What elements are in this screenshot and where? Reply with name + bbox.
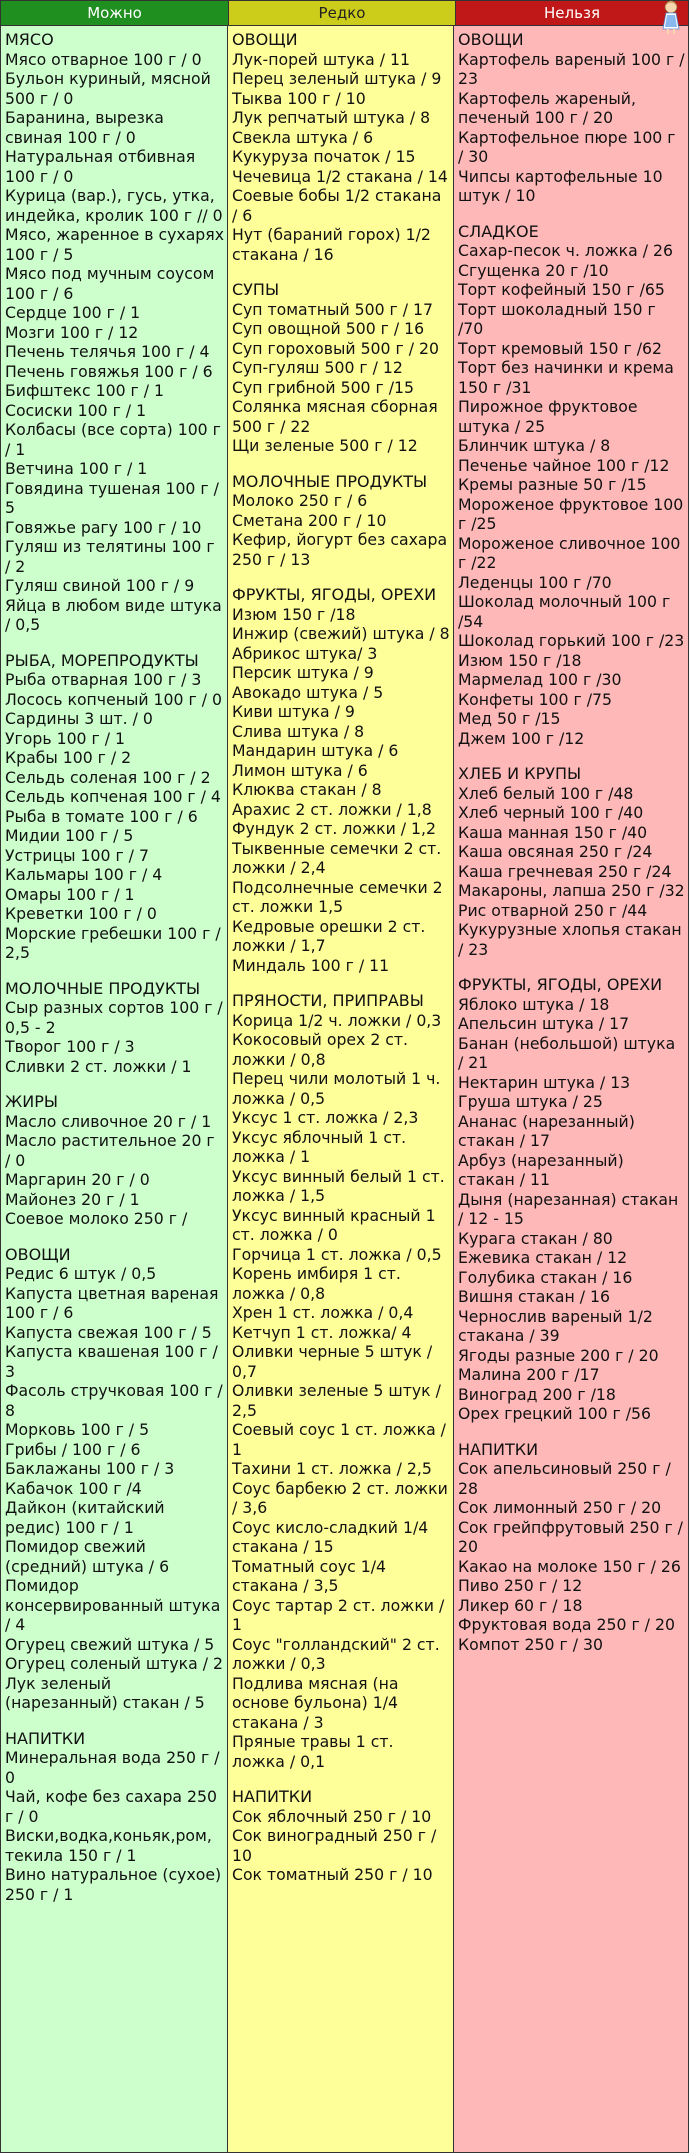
section (5, 1245, 224, 1713)
food-item: Изюм 150 г /18 (458, 650, 582, 670)
section (5, 1729, 224, 1905)
food-item: Мармелад 100 г /30 (458, 670, 622, 689)
food-item: Кефир, йогурт без сахара 250 г / 13 (232, 530, 448, 569)
food-item: Чернослив вареный 1/2 стакана / 39 (458, 1306, 653, 1345)
food-item: Фасоль стручковая 100 г / 8 (5, 1381, 223, 1420)
section-title: ОВОЩИ (5, 1244, 71, 1264)
food-item: Авокадо штука / 5 (232, 682, 384, 702)
food-item: Соевое молоко 250 г / (5, 1209, 188, 1228)
section (232, 472, 450, 570)
food-item: Капуста свежая 100 г / 5 (5, 1322, 212, 1342)
food-item: Кальмары 100 г / 4 (5, 865, 163, 884)
food-item: Перец чили молотый 1 ч. ложка / 0,5 (232, 1069, 441, 1108)
food-item: Каша гречневая 250 г /24 (458, 861, 672, 881)
food-item: Подсолнечные семечки 2 ст. ложки 1,5 (232, 877, 443, 916)
food-item: Макароны, лапша 250 г /32 (458, 881, 685, 900)
section (458, 30, 685, 206)
column-forbidden (454, 26, 688, 2152)
food-item: Леденцы 100 г /70 (458, 572, 612, 592)
food-item: Пряные травы 1 ст. ложка / 0,1 (232, 1732, 394, 1771)
food-item: Перец зеленый штука / 9 (232, 69, 442, 88)
food-item: Сок томатный 250 г / 10 (232, 1865, 433, 1884)
food-item: Персик штука / 9 (232, 663, 374, 682)
header-forbidden-label: Нельзя (544, 4, 600, 22)
food-item: Пиво 250 г / 12 (458, 1576, 583, 1595)
food-item: Чипсы картофельные 10 штук / 10 (458, 166, 663, 205)
food-item: Хлеб белый 100 г /48 (458, 783, 634, 803)
food-item: Пирожное фруктовое штука / 25 (458, 397, 638, 436)
food-item: Каша овсяная 250 г /24 (458, 842, 653, 861)
food-item: Компот 250 г / 30 (458, 1634, 603, 1654)
food-item: Ежевика стакан / 12 (458, 1248, 628, 1267)
food-item: Свекла штука / 6 (232, 127, 374, 147)
food-item: Креветки 100 г / 0 (5, 904, 157, 923)
food-item: Капуста цветная вареная 100 г / 6 (5, 1283, 219, 1322)
food-item: Печенье чайное 100 г /12 (458, 455, 670, 475)
food-item: Помидор консервированный штука / 4 (5, 1576, 221, 1634)
food-item: Печень говяжья 100 г / 6 (5, 361, 213, 381)
food-item: Джем 100 г /12 (458, 728, 585, 748)
food-item: Торт шоколадный 150 г /70 (458, 299, 656, 338)
table-body (1, 26, 688, 2152)
food-item: Сельдь соленая 100 г / 2 (5, 767, 211, 787)
food-item: Сосиски 100 г / 1 (5, 400, 147, 420)
food-item: Творог 100 г / 3 (5, 1037, 135, 1056)
food-item: Тыквенные семечки 2 ст. ложки / 2,4 (232, 838, 442, 877)
food-item: Банан (небольшой) штука / 21 (458, 1033, 676, 1072)
food-item: Апельсин штука / 17 (458, 1014, 630, 1033)
food-item: Ананас (нарезанный) стакан / 17 (458, 1111, 635, 1150)
food-item: Солянка мясная сборная 500 г / 22 (232, 397, 438, 436)
food-item: Хрен 1 ст. ложка / 0,4 (232, 1303, 414, 1322)
section (232, 280, 450, 456)
food-item: Огурец соленый штука / 2 (5, 1654, 223, 1673)
food-item: Подлива мясная (на основе бульона) 1/4 стакана / 3 (232, 1673, 399, 1732)
food-item: Мидии 100 г / 5 (5, 826, 134, 845)
food-item: Фундук 2 ст. ложки / 1,2 (232, 819, 436, 838)
food-item: Соус кисло-сладкий 1/4 стакана / 15 (232, 1517, 429, 1556)
food-item: Соус тартар 2 ст. ложки / 1 (232, 1595, 445, 1634)
food-item: Слива штука / 8 (232, 721, 365, 741)
food-item: Уксус 1 ст. ложка / 2,3 (232, 1108, 419, 1127)
food-item: Печень телячья 100 г / 4 (5, 342, 210, 361)
food-item: Уксус винный красный 1 ст. ложка / 0 (232, 1205, 436, 1244)
section-title: ЖИРЫ (5, 1092, 58, 1111)
food-item: Рыба в томате 100 г / 6 (5, 806, 198, 826)
cartoon-woman-icon (658, 0, 684, 35)
food-item: Кукурузные хлопья стакан / 23 (458, 920, 682, 959)
food-item: Яблоко штука / 18 (458, 994, 610, 1014)
food-item: Мороженое сливочное 100 г /22 (458, 533, 681, 572)
section (458, 222, 685, 749)
food-item: Ягоды разные 200 г / 20 (458, 1345, 659, 1365)
food-item: Нут (бараний горох) 1/2 стакана / 16 (232, 225, 431, 264)
food-item: Суп грибной 500 г /15 (232, 377, 414, 397)
food-item: Картофельное пюре 100 г / 30 (458, 127, 676, 166)
food-item: Дыня (нарезанная) стакан / 12 - 15 (458, 1189, 679, 1228)
food-item: Соус "голландский" 2 ст. ложки / 0,3 (232, 1634, 440, 1673)
food-item: Редис 6 штук / 0,5 (5, 1264, 157, 1283)
section-title: ФРУКТЫ, ЯГОДЫ, ОРЕХИ (458, 975, 663, 994)
section-title: НАПИТКИ (458, 1439, 539, 1459)
food-item: Баранина, вырезка свиная 100 г / 0 (5, 108, 164, 147)
food-item: Дайкон (китайский редис) 100 г / 1 (5, 1498, 165, 1537)
food-item: Виски,водка,коньяк,ром, текила 150 г / 1 (5, 1826, 212, 1865)
food-item: Уксус яблочный 1 ст. ложка / 1 (232, 1127, 407, 1166)
food-item: Сельдь копченая 100 г / 4 (5, 787, 221, 806)
section-title: НАПИТКИ (232, 1787, 313, 1806)
food-item: Соевые бобы 1/2 стакана / 6 (232, 186, 442, 225)
header-rarely: Редко (229, 1, 456, 25)
food-item: Морские гребешки 100 г / 2,5 (5, 923, 221, 962)
food-item: Тахини 1 ст. ложка / 2,5 (232, 1459, 432, 1478)
food-item: Томатный соус 1/4 стакана / 3,5 (232, 1556, 386, 1595)
food-item: Устрицы 100 г / 7 (5, 845, 149, 865)
food-item: Суп томатный 500 г / 17 (232, 299, 434, 319)
food-item: Арахис 2 ст. ложки / 1,8 (232, 799, 432, 819)
food-item: Шоколад горький 100 г /23 (458, 631, 685, 650)
section-title: МОЛОЧНЫЕ ПРОДУКТЫ (5, 978, 201, 998)
food-item: Мясо, жаренное в сухарях 100 г / 5 (5, 225, 224, 264)
food-item: Клюква стакан / 8 (232, 780, 382, 799)
food-item: Соус барбекю 2 ст. ложки / 3,6 (232, 1478, 448, 1517)
section-title: ФРУКТЫ, ЯГОДЫ, ОРЕХИ (232, 585, 437, 604)
food-item: Нектарин штука / 13 (458, 1072, 631, 1092)
food-item: Сардины 3 шт. / 0 (5, 709, 153, 728)
section-title: МОЛОЧНЫЕ ПРОДУКТЫ (232, 471, 428, 491)
column-allowed (1, 26, 228, 2152)
section (5, 651, 224, 963)
food-item: Лук репчатый штука / 8 (232, 108, 431, 127)
section (232, 585, 450, 975)
food-item: Абрикос штука/ 3 (232, 643, 378, 663)
section (458, 975, 685, 1424)
food-item: Ликер 60 г / 18 (458, 1595, 583, 1615)
food-item: Чай, кофе без сахара 250 г / 0 (5, 1787, 217, 1826)
food-item: Уксус винный белый 1 ст. ложка / 1,5 (232, 1166, 445, 1205)
food-item: Киви штука / 9 (232, 702, 355, 721)
food-item: Сок грейпфрутовый 250 г / 20 (458, 1517, 683, 1556)
food-item: Капуста квашеная 100 г / 3 (5, 1342, 218, 1381)
food-item: Сливки 2 ст. ложки / 1 (5, 1056, 192, 1076)
food-item: Щи зеленые 500 г / 12 (232, 436, 418, 455)
food-item: Курага стакан / 80 (458, 1228, 613, 1248)
food-item: Вишня стакан / 16 (458, 1287, 610, 1306)
section-title: РЫБА, МОРЕПРОДУКТЫ (5, 650, 199, 670)
food-item: Помидор свежий (средний) штука / 6 (5, 1537, 170, 1576)
section-title: ОВОЩИ (232, 30, 298, 49)
food-item: Инжир (свежий) штука / 8 (232, 624, 450, 643)
food-item: Голубика стакан / 16 (458, 1267, 633, 1287)
food-item: Масло сливочное 20 г / 1 (5, 1111, 212, 1131)
food-item: Картофель жареный, печеный 100 г / 20 (458, 88, 636, 127)
food-item: Сок яблочный 250 г / 10 (232, 1806, 432, 1826)
section (5, 30, 224, 635)
food-item: Арбуз (нарезанный) стакан / 11 (458, 1150, 624, 1189)
section (5, 979, 224, 1077)
food-item: Конфеты 100 г /75 (458, 689, 612, 709)
food-item: Миндаль 100 г / 11 (232, 955, 390, 975)
food-item: Сахар-песок ч. ложка / 26 (458, 241, 673, 260)
food-item: Бифштекс 100 г / 1 (5, 381, 165, 400)
food-item: Мороженое фруктовое 100 г /25 (458, 494, 684, 533)
food-item: Тыква 100 г / 10 (232, 88, 366, 108)
food-item: Кремы разные 50 г /15 (458, 475, 647, 494)
food-item: Баклажаны 100 г / 3 (5, 1459, 175, 1478)
food-item: Говяжье рагу 100 г / 10 (5, 517, 202, 537)
food-item: Оливки черные 5 штук / 0,7 (232, 1342, 433, 1381)
food-item: Яйца в любом виде штука / 0,5 (5, 595, 222, 634)
section-title: СЛАДКОЕ (458, 221, 539, 241)
food-item: Кукуруза початок / 15 (232, 147, 416, 166)
food-item: Соевый соус 1 ст. ложка / 1 (232, 1420, 446, 1459)
food-item: Груша штука / 25 (458, 1092, 603, 1111)
food-item: Сердце 100 г / 1 (5, 303, 141, 322)
food-item: Лук-порей штука / 11 (232, 49, 410, 69)
food-item: Рыба отварная 100 г / 3 (5, 670, 202, 689)
food-item: Изюм 150 г /18 (232, 604, 356, 624)
food-item: Сгущенка 20 г /10 (458, 260, 609, 280)
food-item: Рис отварной 250 г /44 (458, 900, 648, 920)
food-item: Кедровые орешки 2 ст. ложки / 1,7 (232, 916, 426, 955)
section (458, 1440, 685, 1655)
section-title: МЯСО (5, 30, 54, 49)
food-item: Лимон штука / 6 (232, 760, 368, 780)
food-item: Чечевица 1/2 стакана / 14 (232, 166, 448, 186)
food-item: Фруктовая вода 250 г / 20 (458, 1615, 675, 1634)
food-item: Огурец свежий штука / 5 (5, 1634, 215, 1654)
food-item: Кокосовый орех 2 ст. ложки / 0,8 (232, 1030, 409, 1069)
food-item: Сок виноградный 250 г / 10 (232, 1826, 437, 1865)
food-item: Вино натуральное (сухое) 250 г / 1 (5, 1865, 222, 1904)
food-item: Какао на молоке 150 г / 26 (458, 1556, 681, 1576)
food-item: Мясо под мучным соусом 100 г / 6 (5, 264, 215, 303)
food-item: Орех грецкий 100 г /56 (458, 1404, 652, 1423)
food-item: Кабачок 100 г /4 (5, 1478, 142, 1498)
food-item: Мед 50 г /15 (458, 709, 561, 728)
header-forbidden (456, 1, 688, 25)
food-item: Сок лимонный 250 г / 20 (458, 1498, 662, 1517)
food-item: Курица (вар.), гусь, утка, индейка, кролик 100 г // 0 (5, 186, 223, 225)
food-item: Картофель вареный 100 г / 23 (458, 49, 685, 88)
food-item: Омары 100 г / 1 (5, 884, 135, 904)
food-item: Крабы 100 г / 2 (5, 748, 132, 767)
food-item: Масло растительное 20 г / 0 (5, 1131, 215, 1170)
food-item: Суп гороховый 500 г / 20 (232, 338, 439, 358)
food-item: Морковь 100 г / 5 (5, 1420, 150, 1439)
header-allowed: Можно (1, 1, 229, 25)
food-item: Маргарин 20 г / 0 (5, 1170, 150, 1189)
food-item: Минеральная вода 250 г / 0 (5, 1748, 220, 1787)
food-item: Молоко 250 г / 6 (232, 491, 368, 510)
food-item: Грибы / 100 г / 6 (5, 1439, 141, 1459)
food-item: Сок апельсиновый 250 г / 28 (458, 1459, 671, 1498)
food-item: Гуляш свиной 100 г / 9 (5, 576, 195, 595)
section-title: ПРЯНОСТИ, ПРИПРАВЫ (232, 991, 424, 1010)
food-item: Колбасы (все сорта) 100 г / 1 (5, 420, 221, 459)
food-item: Блинчик штука / 8 (458, 436, 611, 455)
food-item: Угорь 100 г / 1 (5, 728, 126, 748)
food-item: Сметана 200 г / 10 (232, 510, 387, 530)
food-item: Лосось копченый 100 г / 0 (5, 689, 222, 709)
food-item: Сыр разных сортов 100 г / 0,5 - 2 (5, 998, 223, 1037)
food-item: Кетчуп 1 ст. ложка/ 4 (232, 1322, 412, 1342)
food-item: Гуляш из телятины 100 г / 2 (5, 537, 215, 576)
table-header (1, 1, 688, 26)
section (232, 991, 450, 1771)
section-title: СУПЫ (232, 280, 280, 299)
food-item: Корица 1/2 ч. ложки / 0,3 (232, 1010, 442, 1030)
section (5, 1092, 224, 1229)
food-item: Майонез 20 г / 1 (5, 1189, 140, 1209)
food-item: Лук зеленый (нарезанный) стакан / 5 (5, 1673, 205, 1712)
section (458, 764, 685, 959)
food-item: Горчица 1 ст. ложка / 0,5 (232, 1244, 442, 1264)
food-item: Ветчина 100 г / 1 (5, 459, 148, 478)
section-title: НАПИТКИ (5, 1728, 86, 1748)
section (232, 30, 450, 264)
food-item: Шоколад молочный 100 г /54 (458, 592, 671, 631)
food-item: Каша манная 150 г /40 (458, 822, 648, 842)
food-item: Малина 200 г /17 (458, 1365, 600, 1384)
food-item: Виноград 200 г /18 (458, 1384, 616, 1404)
food-item: Натуральная отбивная 100 г / 0 (5, 147, 196, 186)
section-title: ОВОЩИ (458, 30, 524, 49)
food-item: Торт кофейный 150 г /65 (458, 280, 665, 299)
food-item: Суп-гуляш 500 г / 12 (232, 358, 403, 377)
food-item: Бульон куриный, мясной 500 г / 0 (5, 69, 211, 108)
food-item: Мандарин штука / 6 (232, 741, 399, 760)
food-item: Оливки зеленые 5 штук / 2,5 (232, 1381, 441, 1420)
food-item: Хлеб черный 100 г /40 (458, 803, 644, 822)
food-item: Суп овощной 500 г / 16 (232, 319, 425, 338)
food-item: Говядина тушеная 100 г / 5 (5, 478, 219, 517)
food-item: Торт без начинки и крема 150 г /31 (458, 358, 674, 397)
food-item: Мясо отварное 100 г / 0 (5, 49, 202, 69)
food-item: Мозги 100 г / 12 (5, 322, 139, 342)
food-item: Корень имбиря 1 ст. ложка / 0,8 (232, 1264, 401, 1303)
food-item: Торт кремовый 150 г /62 (458, 338, 662, 358)
section (232, 1787, 450, 1885)
column-rarely (228, 26, 454, 2152)
section-title: ХЛЕБ И КРУПЫ (458, 764, 582, 783)
